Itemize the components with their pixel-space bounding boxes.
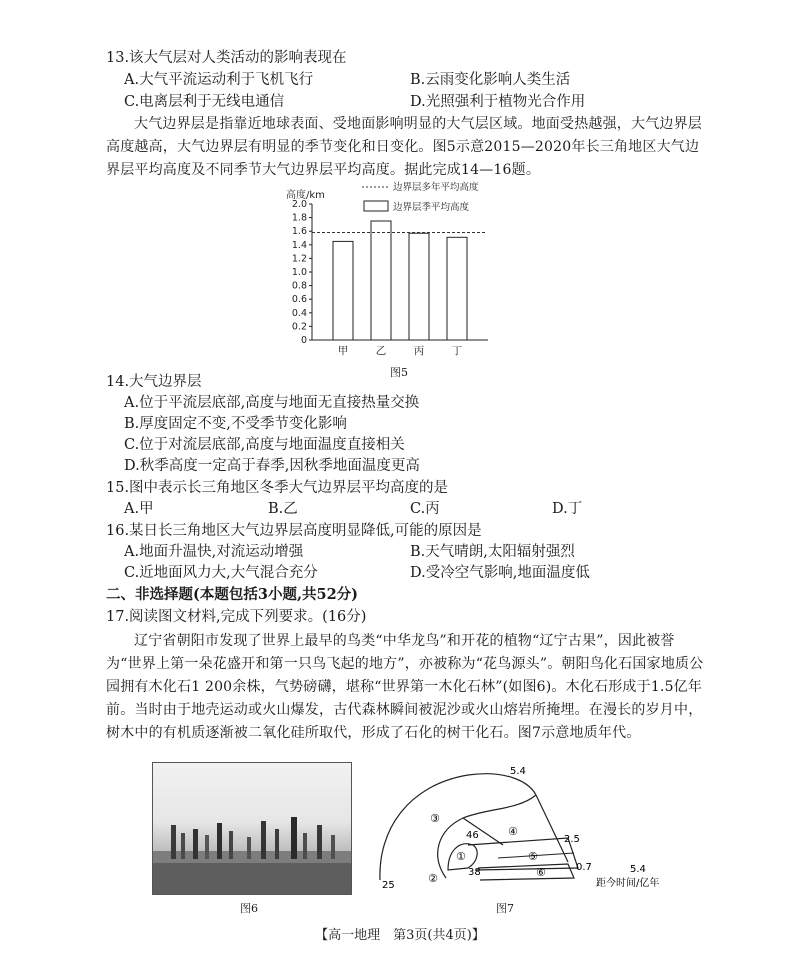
figure-6-caption: 图6: [240, 902, 258, 915]
figure-7-caption: 图7: [496, 902, 514, 915]
time-value-5-4: 5.4: [510, 766, 526, 777]
q17-material: 辽宁省朝阳市发现了世界上最早的鸟类“中华龙鸟”和开花的植物“辽宁古果”，因此被誉为“世界上第一朵花盛开和第一只鸟飞起的地方”，亦被称为“花鸟源头”。朝阳鸟化石国家地质公园拥有木化石1 200余株，气势磅礴，堪称“世界第一木化石林”(如图6)。木化石形成于1.5亿年前。当时由于地壳运动或火山爆发，古代森林瞬间被泥沙或火山熔岩所掩埋。在漫长的岁月中，树木中的有机质逐渐被二氧化硅所取代，形成了石化的树干化石。图7示意地质年代。: [106, 633, 704, 741]
q15-option-b: B.乙: [268, 501, 298, 517]
q14-option-b: B.厚度固定不变,不受季节变化影响: [124, 416, 347, 432]
q16-option-c: C.近地面风力大,大气混合充分: [124, 565, 318, 581]
y-axis-label: 高度/km: [286, 190, 325, 201]
q16-option-a: A.地面升温快,对流运动增强: [124, 544, 304, 560]
time-value-2-5: 2.5: [564, 834, 580, 845]
y-tick-label: 0.2: [291, 321, 307, 333]
y-tick-label: 1.6: [291, 226, 307, 238]
era-label-4: ④: [508, 825, 518, 838]
q15-option-d: D.丁: [552, 501, 583, 517]
bars: [333, 221, 467, 340]
time-value-46: 46: [466, 830, 479, 841]
figure-5-chart: [280, 176, 520, 360]
figure-6-photo: [152, 762, 352, 895]
q14-option-a: A.位于平流层底部,高度与地面无直接热量交换: [124, 395, 420, 411]
intro-14-16: 大气边界层是指靠近地球表面、受地面影响明显的大气层区域。地面受热越强，大气边界层高度越高，大气边界层有明显的季节变化和日变化。图5示意2015—2020年长三角地区大气边界层平均高度及不同季节大气边界层平均高度。据此完成14—16题。: [106, 116, 702, 178]
y-tick-label: 1.8: [291, 212, 307, 224]
bar-4: [447, 237, 467, 340]
q14-stem: 14.大气边界层: [106, 374, 202, 390]
era-label-5: ⑤: [528, 850, 538, 863]
q13-option-b: B.云雨变化影响人类生活: [410, 72, 571, 88]
q15-option-a: A.甲: [124, 501, 154, 517]
y-tick-label: 0.8: [291, 280, 307, 292]
x-tick-label-4: 丁: [451, 345, 463, 357]
figure-5-caption: 图5: [390, 366, 408, 379]
x-tick-label-3: 丙: [413, 345, 425, 357]
bar-3: [409, 233, 429, 340]
q13-option-c: C.电离层利于无线电通信: [124, 94, 285, 110]
bar-1: [333, 241, 353, 340]
era-label-3: ③: [430, 812, 440, 825]
y-ticks: [292, 199, 312, 346]
section-2-title: 二、非选择题(本题包括3小题,共52分): [106, 586, 359, 603]
y-tick-label: 1.4: [291, 239, 307, 251]
q16-option-b: B.天气晴朗,太阳辐射强烈: [410, 544, 575, 560]
y-tick-label: 0.4: [291, 307, 307, 319]
q15-stem: 15.图中表示长三角地区冬季大气边界层平均高度的是: [106, 480, 449, 496]
y-tick-label: 1.2: [291, 253, 307, 265]
x-tick-label-2: 乙: [375, 345, 387, 357]
y-tick-label: 0.6: [291, 294, 307, 306]
time-value-0-7: 0.7: [576, 862, 592, 873]
y-tick-label: 2.0: [291, 199, 307, 210]
q14-option-c: C.位于对流层底部,高度与地面温度直接相关: [124, 437, 405, 453]
petrified-trunks-illustration: [153, 763, 351, 894]
legend-item-average: 边界层多年平均高度: [393, 182, 479, 193]
y-tick-label: 0: [300, 335, 307, 346]
legend-box-icon: [364, 201, 388, 211]
x-tick-label-1: 甲: [337, 345, 349, 357]
q15-option-c: C.丙: [410, 501, 440, 517]
q17-stem: 17.阅读图文材料,完成下列要求。(16分): [106, 609, 367, 625]
x-tick-labels: [338, 345, 463, 357]
q16-stem: 16.某日长三角地区大气边界层高度明显降低,可能的原因是: [106, 523, 482, 539]
time-value-25: 25: [382, 880, 395, 891]
legend-item-season: 边界层季平均高度: [393, 202, 470, 213]
q14-option-d: D.秋季高度一定高于春季,因秋季地面温度更高: [124, 458, 420, 474]
time-value-38: 38: [468, 867, 481, 878]
page-footer: 【高一地理 第3页(共4页)】: [315, 928, 485, 943]
y-tick-label: 1.0: [291, 267, 307, 278]
figure-7-diagram: [368, 760, 688, 900]
q13-option-a: A.大气平流运动利于飞机飞行: [124, 72, 314, 88]
bar-2: [371, 221, 391, 340]
era-label-6: ⑥: [536, 866, 546, 879]
axis-value: 5.4: [630, 864, 646, 875]
era-label-2: ②: [428, 872, 438, 885]
q13-stem: 13.该大气层对人类活动的影响表现在: [106, 50, 347, 66]
era-label-1: ①: [456, 850, 466, 863]
axis-label: 距今时间/亿年: [596, 878, 660, 889]
q16-option-d: D.受冷空气影响,地面温度低: [410, 565, 590, 581]
q13-option-d: D.光照强利于植物光合作用: [410, 94, 586, 110]
